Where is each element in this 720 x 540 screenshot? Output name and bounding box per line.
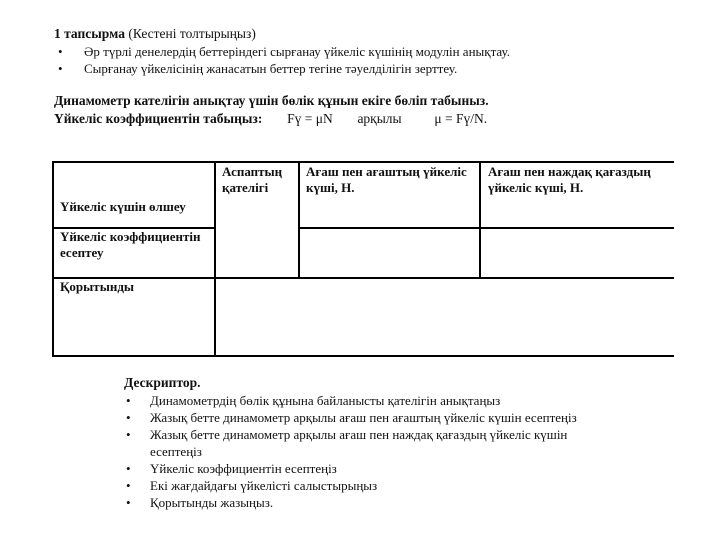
col-header-wood-wood-friction: Ағаш пен ағаштың үйкеліс күші, Н. — [306, 164, 467, 195]
descriptor-item — [124, 392, 650, 409]
task-bullet-text: Сырғанау үйкелісінің жанасатын беттер тегіне тәуелділігін зерттеу. — [84, 61, 458, 76]
results-table — [52, 161, 674, 357]
descriptor-item — [124, 460, 650, 477]
formula-via: арқылы — [357, 111, 402, 126]
descriptor-item — [124, 494, 650, 511]
row-header-friction-measure: Үйкеліс күшін өлшеу — [60, 199, 186, 214]
task-heading — [54, 26, 256, 42]
coefficient-instruction — [54, 111, 487, 127]
task-label: тапсырма — [64, 26, 125, 41]
task-bullet-list — [54, 43, 510, 77]
formula-coefficient: μ = Fү/N. — [434, 111, 488, 126]
descriptor-item-text: Динамометрдің бөлік құнына байланысты қателігін анықтаңыз — [150, 393, 501, 408]
cell-wood-sandpaper-coefficient[interactable] — [482, 229, 674, 276]
cell-wood-wood-coefficient[interactable] — [301, 229, 478, 276]
coefficient-label: Үйкеліс коэффициентін табыңыз: — [54, 111, 263, 126]
bullet-icon: • — [126, 410, 131, 425]
descriptor-title: Дескриптор. — [124, 375, 201, 390]
table-col-divider — [214, 161, 216, 357]
bullet-icon: • — [126, 427, 131, 442]
cell-conclusion[interactable] — [217, 279, 674, 354]
bullet-icon: • — [58, 44, 63, 59]
bullet-icon: • — [126, 478, 131, 493]
descriptor-item-text: Үйкеліс коэффициентін есептеңіз — [150, 461, 337, 476]
row-header-coefficient-calc: Үйкеліс коэффициентін есептеу — [60, 229, 201, 260]
descriptor-item-text: Жазық бетте динамометр арқылы ағаш пен наждақ қағаздың үйкеліс күшін есептеңіз — [150, 427, 568, 459]
error-instruction: Динамометр кателігін анықтау үшін бөлік құнын екіге бөліп табыныз. — [54, 93, 489, 108]
col-header-instrument-error: Аспаптың қателігі — [222, 164, 283, 195]
descriptor-item — [124, 426, 650, 460]
col-header-wood-sandpaper-friction: Ағаш пен наждақ қағаздың үйкеліс күші, Н. — [488, 164, 651, 195]
task-bullet-item — [54, 43, 510, 60]
task-bullet-text: Әр түрлі денелердің беттеріндегі сырғанау үйкеліс күшінің модулін анықтау. — [84, 44, 510, 59]
table-col-divider — [479, 161, 481, 278]
descriptor-list — [124, 392, 650, 511]
descriptor-item-text: Екі жағдайдағы үйкелісті салыстырыңыз — [150, 478, 378, 493]
table-col-divider — [298, 161, 300, 278]
table-border-top — [52, 161, 674, 163]
table-border-bottom — [52, 355, 674, 357]
formula-force: Fү = μN — [287, 111, 333, 126]
descriptor-item — [124, 477, 650, 494]
descriptor-item-text: Қорытынды жазыңыз. — [150, 495, 274, 510]
descriptor-item — [124, 409, 650, 426]
descriptor-item-text: Жазық бетте динамометр арқылы ағаш пен ағаштың үйкеліс күшін есептеңіз — [150, 410, 577, 425]
bullet-icon: • — [126, 461, 131, 476]
task-number: 1 — [54, 26, 61, 41]
row-header-conclusion: Қорытынды — [60, 279, 135, 294]
task-instruction: (Кестені толтырыңыз) — [128, 26, 256, 41]
bullet-icon: • — [58, 61, 63, 76]
task-bullet-item — [54, 60, 510, 77]
bullet-icon: • — [126, 393, 131, 408]
table-border-left — [52, 161, 54, 357]
bullet-icon: • — [126, 495, 131, 510]
